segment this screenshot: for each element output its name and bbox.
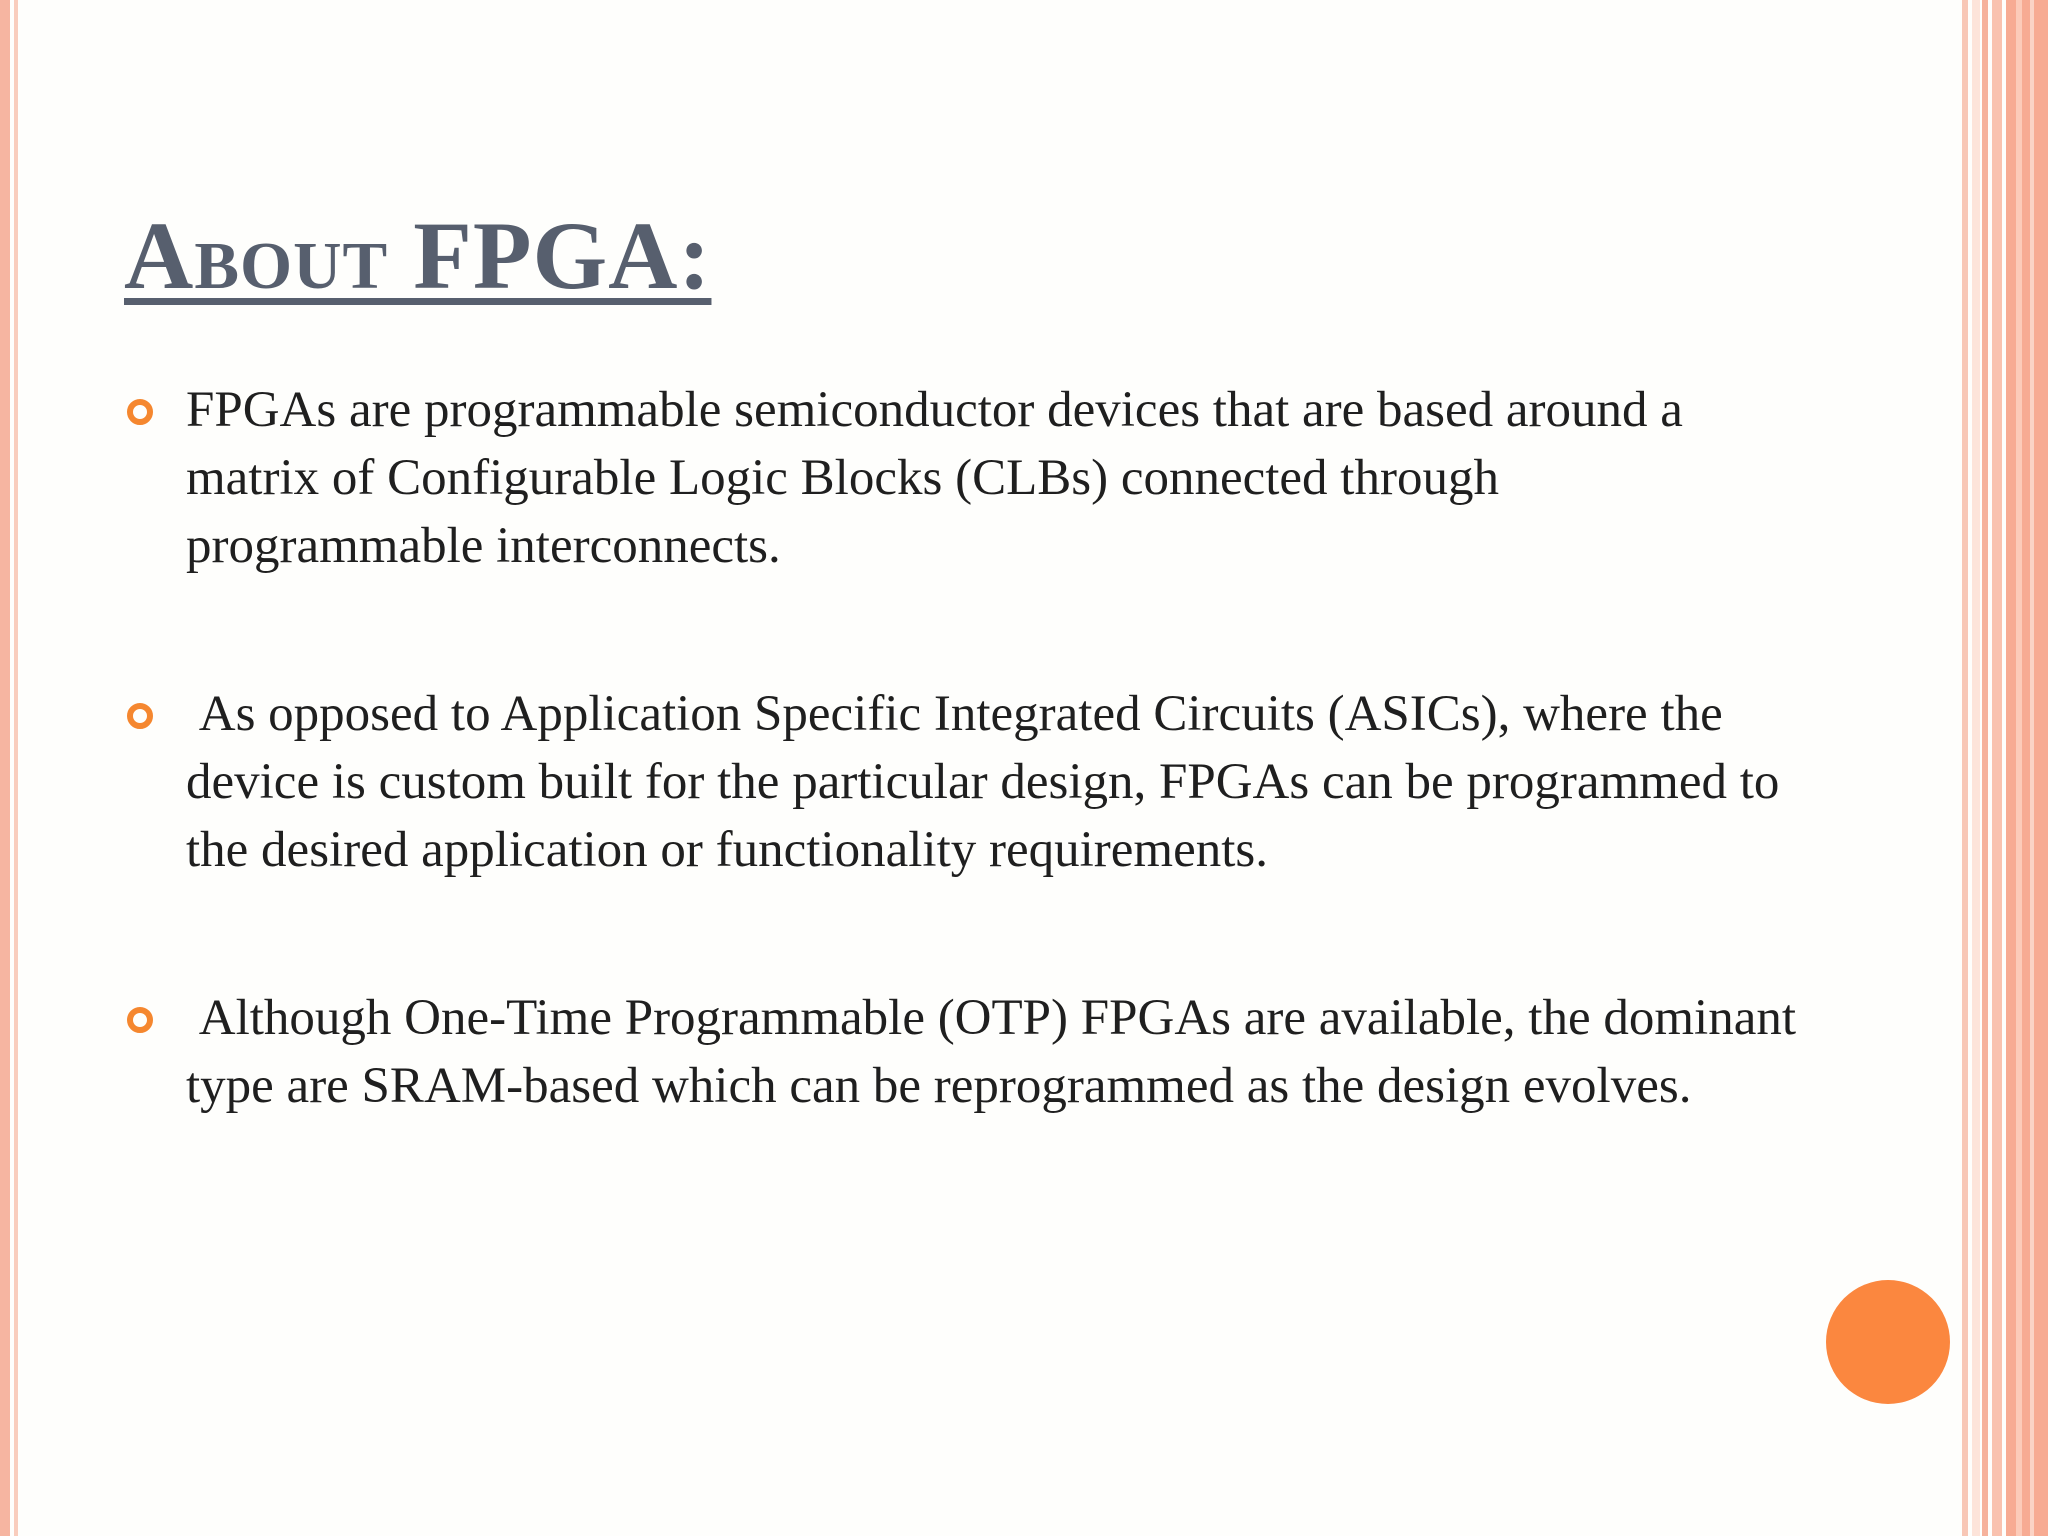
right-border-band	[2006, 0, 2048, 1536]
bullet-item	[124, 376, 1804, 580]
hollow-circle-bullet-icon	[127, 399, 153, 425]
bullet-text: Although One-Time Programmable (OTP) FPGAs are available, the dominant type are SRAM-based which can be reprogrammed as the design evolves.	[186, 990, 1797, 1114]
slide-title: About FPGA:	[124, 202, 712, 309]
bullet-item	[124, 680, 1804, 884]
right-border-stripe	[2030, 0, 2034, 1536]
right-border-stripe	[2016, 0, 2022, 1536]
orange-circle-decoration	[1826, 1280, 1950, 1404]
right-border-stripe	[1962, 0, 1968, 1536]
left-border-line-inner	[14, 0, 18, 1536]
hollow-circle-bullet-icon	[127, 703, 153, 729]
hollow-circle-bullet-icon	[127, 1007, 153, 1033]
bullet-text: As opposed to Application Specific Integrated Circuits (ASICs), where the device is custom built for the particular design, FPGAs can be programmed to the desired application or functionality requirements.	[186, 686, 1780, 878]
left-border-line	[0, 0, 10, 1536]
bullet-item	[124, 984, 1804, 1120]
right-border-stripe	[1992, 0, 2002, 1536]
right-border-stripe	[1982, 0, 1988, 1536]
bullet-text: FPGAs are programmable semiconductor devices that are based around a matrix of Configurable Logic Blocks (CLBs) connected through programmable interconnects.	[186, 382, 1683, 574]
bullet-list	[124, 376, 1804, 1120]
right-border-stripe	[1972, 0, 1980, 1536]
